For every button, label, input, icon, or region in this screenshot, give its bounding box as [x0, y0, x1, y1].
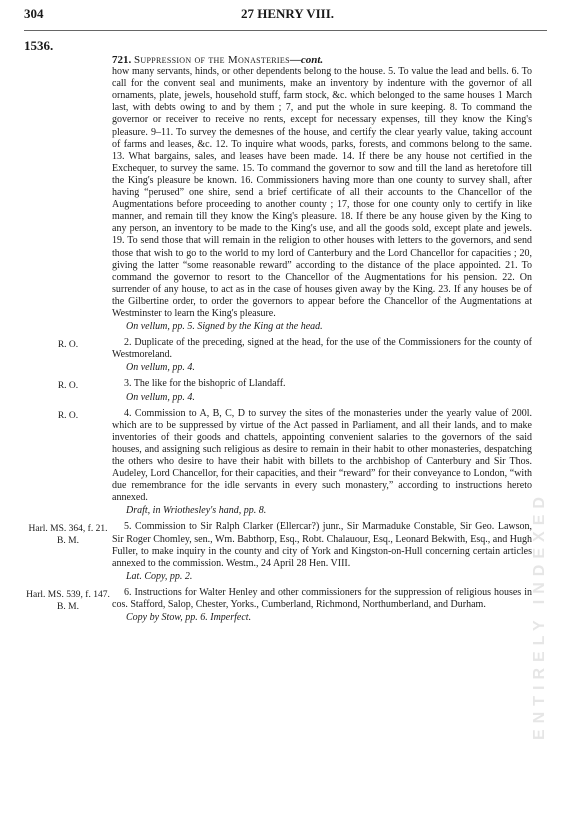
- entry-6: [24, 587, 544, 624]
- entry-3: [24, 378, 544, 403]
- entry-4: [24, 408, 544, 518]
- entry-text: 2. Duplicate of the preceding, signed at the head, for the use of the Commissioners for the county of Westmoreland.: [112, 337, 532, 361]
- entry-margin: R. O.: [57, 410, 79, 421]
- entry-margin: R. O.: [57, 381, 79, 392]
- entry-note: Lat. Copy, pp. 2.: [126, 570, 193, 582]
- entry-2: [24, 337, 544, 374]
- entry-text: how many servants, hinds, or other dependents belong to the house. 5. To value the lead and bells. 6. To call for the convent seal and muniments, make an inventory by indenture with the governor of all ornaments, plate, jewels, household stuff, farm stock, &c. which belonged to the same houses 1 March last, with debts owing to and by them ; 7, and put the whole in sure keeping. 8. To command the governor or receiver to receive no rents, except for necessary expenses, till they know the King's pleasure. 9–11. To survey the demesnes of the house, and certify the clear yearly value, taking account of farms and leases, &c. 12. To inquire what woods, parks, forests, and commons belong to the same. 13. What bargains, sales, and leases have been made. 14. If there be any house not certified in the Exchequer, to survey the same. 15. To command the governor to sow and till the land as heretofore till the King's pleasure be known. 16. Commissioners having more than one county to survey shall, after having “perused” one shire, send a brief certificate of all their accounts to the Chancellor of the Augmentations before proceeding to another county ; 17, those for one county only to certify in like manner, and remain till they know the King's pleasure. 18. If there be any house given by the King to any person, an inventory to be made to the King's use, and all the goods sold, except plate and jewels. 19. To send those that will remain in the religion to other houses with letters to the governors, and send those that wish to go to the world to my lord of Canterbury and the Lord Chancellor for capacities ; 20, giving the latter “some reasonable reward” according to the distance of the place appointed. 21. To command the governor to resort to the Chancellor of the Augmentations for his pension. 22. On surrender of any house, to act as in the case of houses given away by the King. 23. If any houses be of the Gilbertine order, to order the governors to appear before the Chancellor of the Augmentations at Westminster to learn the King's pleasure.: [112, 66, 532, 319]
- entry-5: [24, 521, 544, 582]
- year-label: 1536.: [24, 38, 54, 53]
- item-title: Suppression of the Monasteries: [134, 54, 290, 66]
- entry-body: [112, 378, 532, 403]
- entry-body: [112, 337, 532, 374]
- item-number: 721.: [112, 54, 132, 66]
- entry-margin: R. O.: [57, 340, 79, 351]
- item-heading: [112, 54, 532, 66]
- entry-note: Draft, in Wriothesley's hand, pp. 8.: [126, 505, 267, 517]
- entry-body: [112, 521, 532, 582]
- item-title-suffix: —cont.: [289, 54, 324, 66]
- entry-note: On vellum, pp. 4.: [126, 391, 195, 403]
- entry-margin: [24, 54, 112, 333]
- entry-body: [112, 54, 532, 333]
- page-header: [24, 6, 551, 26]
- entry-text: 4. Commission to A, B, C, D to survey the sites of the monasteries under the yearly value of 200l. which are to be suppressed by virtue of the Act passed in Parliament, and all their lands, and to make inventories of their goods and chattels, appointing convenient salaries to the governors of the said houses, and assigning such religious as desire to remain in their habit to other monasteries, despatching the others who desire to have their habit with billets to the archbishop of Canterbury and Sir Thos. Audeley, Lord Chancellor, for their capacities, and their “reward” for their conveyance to London, “with due remembrance for the idle servants in every such monastery,” according to instructions hereto annexed.: [112, 407, 532, 504]
- entry-text: 3. The like for the bishopric of Llandaff.: [124, 378, 286, 390]
- entry-note: On vellum, pp. 4.: [126, 362, 195, 374]
- entry-margin: Harl. MS. 364, f. 21. B. M.: [28, 524, 108, 547]
- entry-note: Copy by Stow, pp. 6. Imperfect.: [126, 612, 252, 624]
- page-number: 304: [24, 6, 44, 21]
- main-entry: [24, 54, 544, 333]
- entry-margin: Harl. MS. 539, f. 147. B. M.: [26, 589, 110, 612]
- entry-text: 5. Commission to Sir Ralph Clarker (Ellercar?) junr., Sir Marmaduke Constable, Sir Geo. Lawson, Sir Roger Chomley, sen., Wm. Babthorp, Esq., Robt. Chalauour, Esq., Leonard Bekwith, Esq., and Hugh Fuller, to make inquiry in the county and city of York and Kingston-on-Hull concerning certain articles annexed to the commission. Westm., 24 April 28 Hen. VIII.: [112, 521, 532, 569]
- entry-note: On vellum, pp. 5. Signed by the King at the head.: [126, 321, 323, 333]
- entry-text: 6. Instructions for Walter Henley and other commissioners for the suppression of religious houses in cos. Stafford, Salop, Chester, Yorks., Cumberland, Richmond, Northumberland, and Durham.: [112, 586, 532, 611]
- page-content: [24, 54, 544, 628]
- watermark: ENTIRELY INDEXED: [531, 491, 548, 740]
- header-rule: [24, 30, 547, 31]
- running-title: 27 HENRY VIII.: [240, 6, 335, 21]
- entry-body: [112, 587, 532, 624]
- entry-body: [112, 408, 532, 518]
